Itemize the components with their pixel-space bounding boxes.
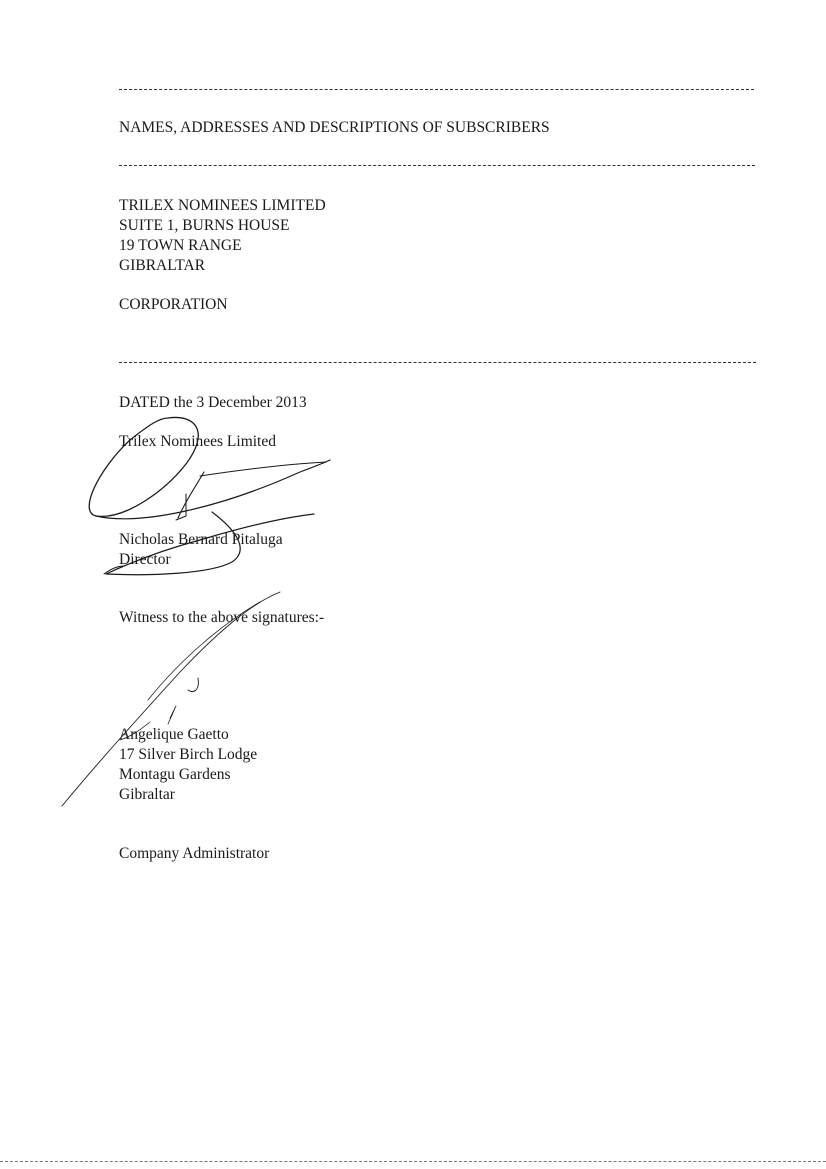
subscriber-address-line-2: 19 TOWN RANGE: [119, 237, 242, 254]
subscriber-address-line-1: SUITE 1, BURNS HOUSE: [119, 217, 290, 234]
subscriber-address-line-3: GIBRALTAR: [119, 257, 206, 274]
signatory-title: Director: [119, 551, 171, 568]
subscriber-description: CORPORATION: [119, 296, 228, 313]
subscriber-name: TRILEX NOMINEES LIMITED: [119, 197, 326, 214]
subscribers-heading: NAMES, ADDRESSES AND DESCRIPTIONS OF SUBSCRIBERS: [119, 119, 550, 136]
witness-address-line-1: 17 Silver Birch Lodge: [119, 746, 258, 763]
witness-address-block: [119, 725, 257, 805]
witness-name: Angelique Gaetto: [119, 726, 229, 743]
dashed-rule-subscriber: [119, 362, 756, 363]
subscriber-address-block: [119, 196, 326, 276]
witness-label: Witness to the above signatures:-: [119, 609, 325, 626]
dashed-rule-top: [119, 89, 754, 90]
dashed-rule-heading: [119, 165, 755, 166]
dated-line: DATED the 3 December 2013: [119, 394, 307, 411]
witness-occupation: Company Administrator: [119, 845, 270, 862]
witness-address-line-2: Montagu Gardens: [119, 766, 231, 783]
signatory-company: Trilex Nominees Limited: [119, 433, 276, 450]
witness-address-line-3: Gibraltar: [119, 786, 175, 803]
page-bottom-edge: [0, 1161, 826, 1162]
signatory-name: Nicholas Bernard Pitaluga: [119, 531, 283, 548]
signatory-block: [119, 530, 283, 570]
